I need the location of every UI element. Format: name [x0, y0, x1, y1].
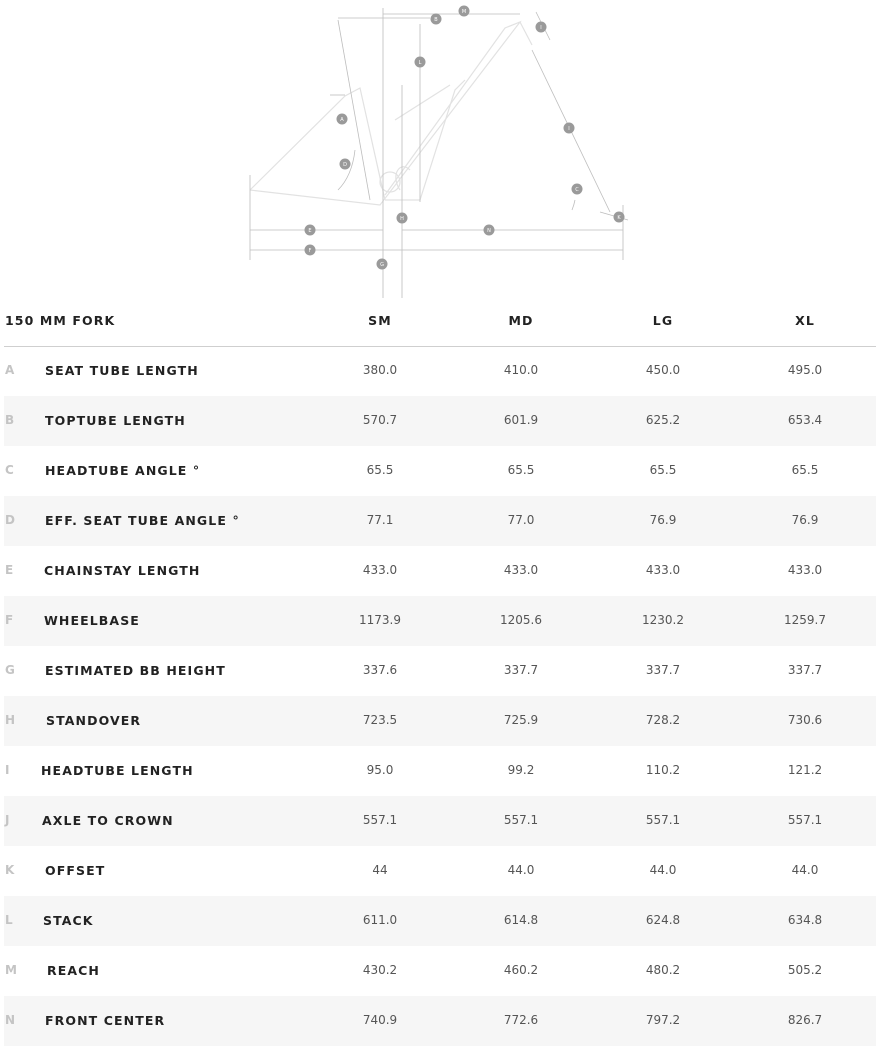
value-sm: 611.0	[362, 913, 398, 927]
fork-label: 150 MM FORK	[5, 313, 116, 328]
svg-text:I: I	[540, 25, 542, 31]
value-xl: 826.7	[787, 1013, 823, 1027]
marker-g	[377, 259, 388, 270]
svg-text:F: F	[308, 248, 312, 254]
marker-a	[337, 114, 348, 125]
marker-n	[484, 225, 495, 236]
value-xl: 76.9	[791, 513, 819, 527]
svg-text:B: B	[434, 17, 438, 23]
table-row	[4, 696, 876, 746]
table-row	[4, 746, 876, 796]
geometry-table-body	[4, 346, 876, 1046]
svg-text:L: L	[418, 60, 422, 66]
table-row	[4, 996, 876, 1046]
value-sm: 95.0	[366, 763, 394, 777]
value-sm: 380.0	[362, 363, 398, 377]
row-letter: E	[5, 563, 14, 577]
value-xl: 433.0	[787, 563, 823, 577]
svg-text:G: G	[380, 262, 384, 268]
value-md: 65.5	[507, 463, 535, 477]
marker-e	[305, 225, 316, 236]
value-lg: 728.2	[645, 713, 681, 727]
value-xl: 65.5	[791, 463, 819, 477]
value-xl: 1259.7	[784, 613, 826, 627]
table-row	[4, 646, 876, 696]
value-sm: 740.9	[362, 1013, 398, 1027]
svg-text:M: M	[461, 9, 467, 15]
value-lg: 1230.2	[642, 613, 684, 627]
value-lg: 450.0	[645, 363, 681, 377]
table-row	[4, 596, 876, 646]
value-xl: 730.6	[787, 713, 823, 727]
value-md: 433.0	[503, 563, 539, 577]
table-row	[4, 346, 876, 396]
svg-text:H: H	[400, 216, 404, 222]
row-label: REACH	[47, 963, 100, 978]
row-label: FRONT CENTER	[45, 1013, 166, 1028]
size-header-sm: SM	[368, 313, 392, 328]
value-md: 725.9	[503, 713, 539, 727]
row-label: EFF. SEAT TUBE ANGLE °	[45, 513, 240, 528]
geometry-table-header	[4, 296, 876, 347]
row-label: CHAINSTAY LENGTH	[44, 563, 201, 578]
geometry-diagram	[0, 0, 880, 300]
bike-frame-drawing	[0, 0, 880, 300]
svg-text:A: A	[340, 117, 344, 123]
value-md: 614.8	[503, 913, 539, 927]
table-row	[4, 546, 876, 596]
marker-i	[564, 123, 575, 134]
value-md: 601.9	[503, 413, 539, 427]
value-md: 557.1	[503, 813, 539, 827]
value-xl: 495.0	[787, 363, 823, 377]
row-label: HEADTUBE ANGLE °	[45, 463, 201, 478]
value-md: 337.7	[503, 663, 539, 677]
marker-k	[614, 212, 625, 223]
row-letter: B	[5, 413, 15, 427]
table-row	[4, 846, 876, 896]
value-lg: 433.0	[645, 563, 681, 577]
value-md: 44.0	[507, 863, 535, 877]
row-letter: K	[5, 863, 15, 877]
row-label: SEAT TUBE LENGTH	[45, 363, 199, 378]
value-xl: 505.2	[787, 963, 823, 977]
row-letter: M	[5, 963, 17, 977]
table-row	[4, 946, 876, 996]
table-row	[4, 396, 876, 446]
svg-text:K: K	[617, 215, 621, 221]
row-letter: J	[5, 813, 10, 827]
value-sm: 337.6	[362, 663, 398, 677]
value-sm: 1173.9	[359, 613, 401, 627]
value-md: 410.0	[503, 363, 539, 377]
value-lg: 110.2	[645, 763, 681, 777]
value-sm: 430.2	[362, 963, 398, 977]
svg-text:E: E	[308, 228, 312, 234]
row-letter: H	[5, 713, 16, 727]
row-label: WHEELBASE	[44, 613, 140, 628]
value-md: 772.6	[503, 1013, 539, 1027]
value-lg: 557.1	[645, 813, 681, 827]
svg-text:I: I	[568, 126, 570, 132]
value-sm: 44	[372, 863, 388, 877]
value-lg: 44.0	[649, 863, 677, 877]
value-lg: 76.9	[649, 513, 677, 527]
size-header-lg: LG	[652, 313, 674, 328]
row-label: STACK	[43, 913, 94, 928]
value-sm: 723.5	[362, 713, 398, 727]
value-lg: 65.5	[649, 463, 677, 477]
marker-l	[415, 57, 426, 68]
marker-d	[340, 159, 351, 170]
row-label: HEADTUBE LENGTH	[41, 763, 194, 778]
value-xl: 337.7	[787, 663, 823, 677]
row-letter: N	[5, 1013, 16, 1027]
size-header-md: MD	[508, 313, 534, 328]
row-label: STANDOVER	[46, 713, 142, 728]
marker-top-right	[536, 22, 547, 33]
svg-text:N: N	[487, 228, 491, 234]
row-label: OFFSET	[45, 863, 106, 878]
value-md: 460.2	[503, 963, 539, 977]
value-lg: 624.8	[645, 913, 681, 927]
value-xl: 557.1	[787, 813, 823, 827]
marker-b	[431, 14, 442, 25]
table-row	[4, 446, 876, 496]
row-letter: A	[5, 363, 15, 377]
value-sm: 65.5	[366, 463, 394, 477]
value-md: 1205.6	[500, 613, 542, 627]
row-label: AXLE TO CROWN	[42, 813, 174, 828]
marker-m	[459, 6, 470, 17]
value-xl: 44.0	[791, 863, 819, 877]
value-xl: 121.2	[787, 763, 823, 777]
svg-text:D: D	[343, 162, 347, 168]
value-xl: 634.8	[787, 913, 823, 927]
svg-text:C: C	[575, 187, 579, 193]
value-sm: 570.7	[362, 413, 398, 427]
value-sm: 557.1	[362, 813, 398, 827]
value-lg: 797.2	[645, 1013, 681, 1027]
value-xl: 653.4	[787, 413, 823, 427]
table-row	[4, 896, 876, 946]
table-row	[4, 496, 876, 546]
value-lg: 625.2	[645, 413, 681, 427]
value-lg: 480.2	[645, 963, 681, 977]
row-letter: I	[5, 763, 10, 777]
row-letter: C	[5, 463, 14, 477]
size-header-xl: XL	[795, 313, 815, 328]
value-md: 77.0	[507, 513, 535, 527]
table-row	[4, 796, 876, 846]
row-letter: F	[5, 613, 14, 627]
marker-h	[397, 213, 408, 224]
row-letter: G	[5, 663, 15, 677]
value-sm: 77.1	[366, 513, 394, 527]
marker-f	[305, 245, 316, 256]
marker-c	[572, 184, 583, 195]
row-label: TOPTUBE LENGTH	[45, 413, 186, 428]
row-label: ESTIMATED BB HEIGHT	[45, 663, 226, 678]
value-lg: 337.7	[645, 663, 681, 677]
row-letter: L	[5, 913, 13, 927]
value-md: 99.2	[507, 763, 535, 777]
row-letter: D	[5, 513, 15, 527]
value-sm: 433.0	[362, 563, 398, 577]
